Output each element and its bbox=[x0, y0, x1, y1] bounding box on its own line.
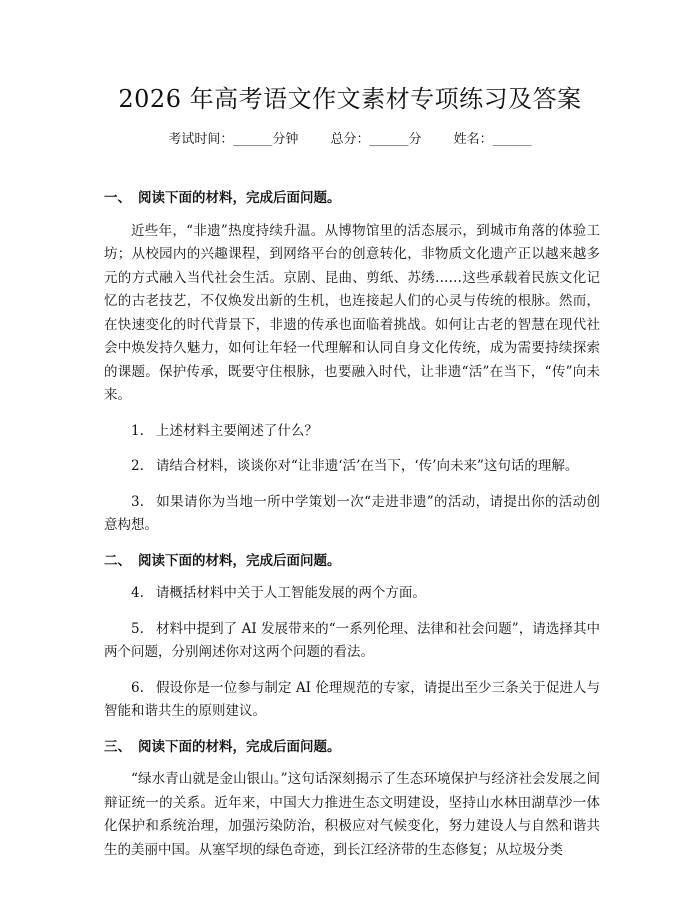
question-number: 1. bbox=[131, 422, 144, 439]
question-number: 5. bbox=[131, 620, 144, 637]
question-item bbox=[104, 582, 600, 606]
question-text: 材料中提到了 AI 发展带来的“一系列伦理、法律和社会问题”，请选择其中两个问题，分别阐述你对这两个问题的看法。 bbox=[104, 620, 600, 660]
question-text: 请结合材料，谈谈你对“让非遗‘活’在当下，‘传’向未来”这句话的理解。 bbox=[155, 458, 579, 474]
exam-score: 总分：______分 bbox=[330, 132, 422, 147]
section-heading bbox=[104, 550, 600, 574]
exam-time: 考试时间：______分钟 bbox=[168, 132, 299, 147]
question-number: 2. bbox=[131, 458, 144, 474]
section-heading bbox=[104, 736, 600, 760]
question-item bbox=[104, 420, 600, 444]
question-text: 如果请你为当地一所中学策划一次“走进非遗”的活动，请提出你的活动创意构想。 bbox=[104, 493, 600, 533]
question-text: 上述材料主要阐述了什么？ bbox=[155, 422, 318, 439]
question-item bbox=[104, 455, 600, 479]
section-heading bbox=[104, 187, 600, 211]
material-paragraph: 近些年，“非遗”热度持续升温。从博物馆里的活态展示，到城市角落的体验工坊；从校园内的兴趣课程，到网络平台的创意转化，非物质文化遗产正以越来越多元的方式融入当代社会生活。京剧、昆曲、剪纸、苏绣……这些承载着民族文化记忆的古老技艺，不仅焕发出新的生机，也连接起人们的心灵与传统的根脉。然而，在快速变化的时代背景下，非遗的传承也面临着挑战。如何让古老的智慧在现代社会中焕发持久魅力，如何让年轻一代理解和认同自身文化传统，成为需要持续探索的课题。保护传承，既要守住根脉，也要融入时代，让非遗“活”在当下，“传”向未来。 bbox=[104, 222, 600, 403]
question-number: 3. bbox=[131, 493, 144, 510]
exam-name: 姓名：______ bbox=[453, 132, 532, 147]
question-text: 假设你是一位参与制定 AI 伦理规范的专家，请提出至少三条关于促进人与智能和谐共生的原则建议。 bbox=[104, 679, 600, 719]
question-text: 请概括材料中关于人工智能发展的两个方面。 bbox=[155, 585, 426, 601]
question-item bbox=[104, 618, 600, 665]
question-number: 6. bbox=[131, 679, 144, 696]
document-title: 2026 年高考语文作文素材专项练习及答案 bbox=[118, 85, 582, 113]
section-number: 二、 bbox=[104, 552, 131, 569]
document-body bbox=[104, 187, 600, 874]
section-number: 一、 bbox=[104, 190, 131, 206]
question-item bbox=[104, 677, 600, 724]
section-heading-text: 阅读下面的材料，完成后面问题。 bbox=[138, 552, 341, 569]
question-number: 4. bbox=[131, 585, 144, 601]
section-heading-text: 阅读下面的材料，完成后面问题。 bbox=[138, 190, 341, 206]
section-heading-text: 阅读下面的材料，完成后面问题。 bbox=[138, 738, 341, 755]
exam-meta bbox=[0, 130, 700, 150]
material-paragraph: “绿水青山就是金山银山。”这句话深刻揭示了生态环境保护与经济社会发展之间辩证统一的关系。近年来，中国大力推进生态文明建设，坚持山水林田湖草沙一体化保护和系统治理，加强污染防治，积极应对气候变化，努力建设人与自然和谐共生的美丽中国。从塞罕坝的绿色奇迹，到长江经济带的生态修复；从垃圾分类 bbox=[104, 771, 600, 858]
question-item bbox=[104, 491, 600, 538]
section-number: 三、 bbox=[104, 738, 131, 755]
